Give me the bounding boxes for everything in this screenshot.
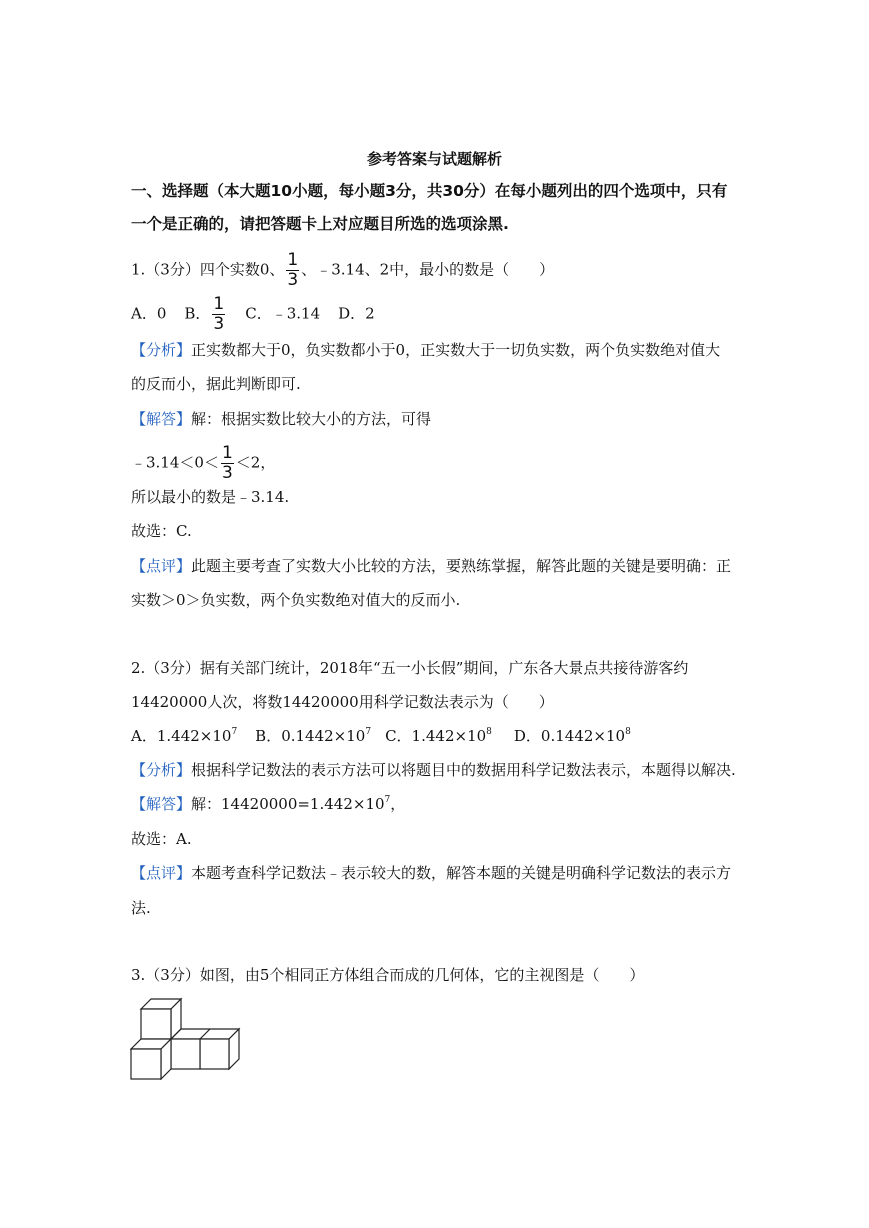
- q2-answer-line-1: 【解答】解：$14420000=1.442\times 10^7$，: [131, 795, 406, 813]
- q1-analysis-tag: 【分析】: [131, 341, 192, 359]
- cube-top-front: [141, 1009, 171, 1039]
- section-heading-line-1: 一、选择题（本大题10小题，每小题3分，共30分）在每小题列出的四个选项中，只有: [131, 182, 728, 200]
- cube-front-front: [131, 1049, 161, 1079]
- section-heading-line-2: 一个是正确的，请把答题卡上对应题目所选的选项涂黑.: [131, 215, 509, 233]
- q1-option-a: A．0: [131, 304, 167, 323]
- q1-review-line-1: 【点评】此题主要考查了实数大小比较的方法，要熟练掌握，解答此题的关键是要明确：正: [131, 557, 732, 575]
- q1-analysis-line-1: 【分析】正实数都大于0，负实数都小于0，正实数大于一切负实数，两个负实数绝对值大: [131, 341, 721, 359]
- q1-stem-text-b: 、﹣3.14、2中，最小的数是（ ）: [301, 260, 555, 279]
- cube-middle-front: [171, 1039, 200, 1069]
- q2-answer-tag: 【解答】: [131, 795, 192, 813]
- q1-review-line-2: 实数＞0＞负实数，两个负实数绝对值大的反而小.: [131, 591, 461, 609]
- q1-stem-text-a: 1.（3分）四个实数0、: [131, 260, 285, 279]
- q1-answer-line-2: 所以最小的数是﹣3.14.: [131, 488, 290, 506]
- q2-review-line-1: 【点评】本题考查科学记数法﹣表示较大的数，解答本题的关键是明确科学记数法的表示方: [131, 864, 732, 882]
- q2-review-tag: 【点评】: [131, 864, 192, 882]
- q1-inequality: ﹣3.14＜0＜ $\frac{1}{3}$ ＜2，: [131, 443, 276, 483]
- q1-option-b-prefix: B．: [184, 304, 211, 323]
- q1-review-tag: 【点评】: [131, 557, 192, 575]
- q2-option-d: D．$0.1442\times 10^8$: [513, 727, 631, 745]
- q1-options: [131, 296, 375, 333]
- q2-option-b: B．$0.1442\times 10^7$: [255, 727, 372, 745]
- q3-stem: 3.（3分）如图，由5个相同正方体组合而成的几何体，它的主视图是（ ）: [131, 966, 645, 984]
- q1-analysis-line-2: 的反而小，据此判断即可.: [131, 375, 301, 393]
- q2-stem-line-2: 14420000人次，将数14420000用科学记数法表示为（ ）: [131, 693, 554, 711]
- q2-option-a: A．$1.442\times 10^7$: [131, 727, 238, 745]
- cube-right-front: [200, 1039, 229, 1069]
- q1-answer-tag: 【解答】: [131, 410, 192, 428]
- page-title: 参考答案与试题解析: [366, 150, 502, 168]
- q2-stem-line-1: 2.（3分）据有关部门统计，2018年“五一小长假”期间，广东各大景点共接待游客约: [131, 659, 689, 677]
- q1-stem: [131, 252, 554, 289]
- q2-option-c: C．$1.442\times 10^8$: [385, 727, 492, 745]
- q2-answer-line-2: 故选：A.: [131, 830, 192, 848]
- q2-analysis-line-1: 【分析】根据科学记数法的表示方法可以将题目中的数据用科学记数法表示，本题得以解决.: [131, 761, 736, 779]
- q1-stem-fraction: $\frac{1}{3}$: [287, 250, 299, 290]
- q1-answer-line-3: 故选：C.: [131, 522, 192, 540]
- q2-options: [131, 726, 631, 746]
- q1-inequality-fraction: $\frac{1}{3}$: [221, 443, 233, 483]
- q1-option-d: D．2: [338, 304, 375, 323]
- cube-figure: [130, 996, 250, 1080]
- q2-review-line-2: 法.: [131, 899, 151, 917]
- q1-answer-line-1: 【解答】解：根据实数比较大小的方法，可得: [131, 410, 432, 428]
- q1-option-c: C．﹣3.14: [245, 304, 321, 323]
- q2-analysis-tag: 【分析】: [131, 761, 192, 779]
- q1-option-b-fraction: $\frac{1}{3}$: [213, 294, 225, 334]
